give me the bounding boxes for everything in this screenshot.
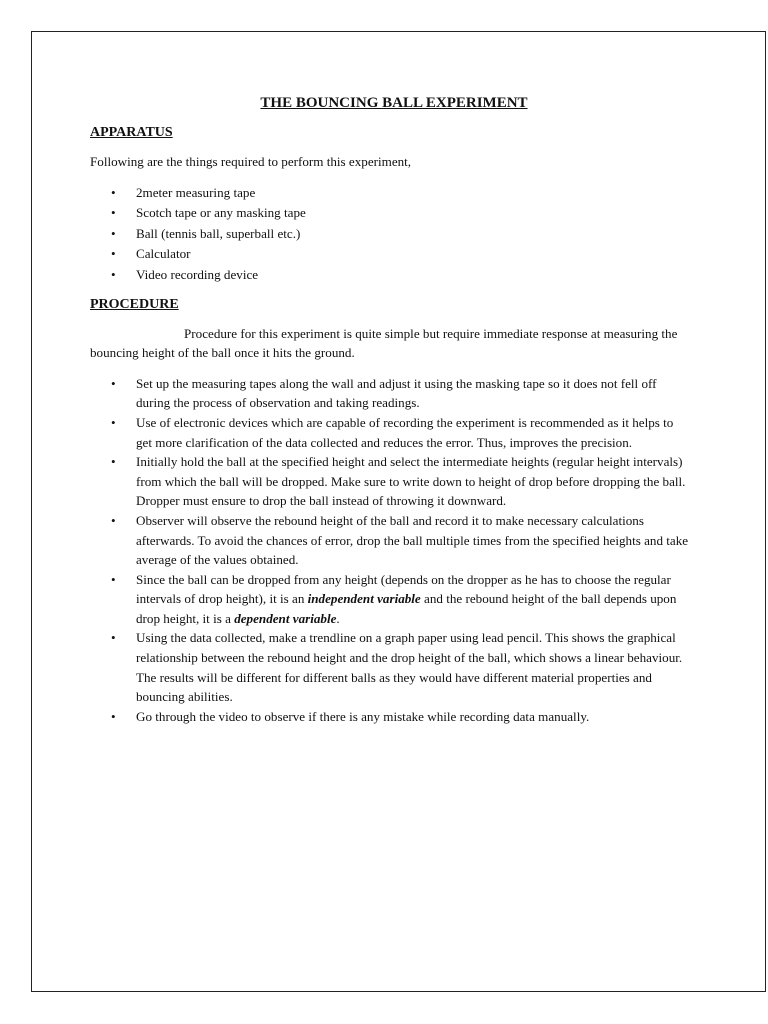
bullet-icon: • xyxy=(111,375,116,391)
procedure-list xyxy=(90,374,690,727)
procedure-intro: Procedure for this experiment is quite simple but require immediate response at measuring the bouncing height of the ball once it hits the ground. xyxy=(90,325,678,361)
apparatus-list xyxy=(90,183,690,286)
list-item: • Ball (tennis ball, superball etc.) xyxy=(90,224,690,245)
bullet-icon: • xyxy=(111,246,116,262)
apparatus-heading: APPARATUS xyxy=(90,125,173,140)
apparatus-intro: Following are the things required to perform this experiment, xyxy=(90,154,412,169)
bullet-icon: • xyxy=(111,512,116,528)
list-item: • Video recording device xyxy=(90,265,690,286)
list-item: • Using the data collected, make a trendline on a graph paper using lead pencil. This shows the graphical relationship between the rebound height and the drop height of the ball, which shows a linear behaviour. The results will be different for different balls as they would have different material properties and bouncing abilities. xyxy=(111,630,683,705)
list-item: • Since the ball can be dropped from any height (depends on the dropper as he has to choose the regular intervals of drop height), it is an independent variable and the rebound height of the ball depends upon drop height, it is a dependent variable. xyxy=(111,571,677,626)
list-item: • Calculator xyxy=(90,244,690,265)
document-content xyxy=(90,93,690,726)
list-item: • Go through the video to observe if there is any mistake while recording data manually. xyxy=(90,707,690,727)
bullet-icon: • xyxy=(111,454,116,470)
bullet-icon: • xyxy=(111,184,116,200)
list-item: • Observer will observe the rebound height of the ball and record it to make necessary calculations afterwards. To avoid the chances of error, drop the ball multiple times from the specified heights and take average of the values obtained. xyxy=(111,512,689,568)
list-item: • Initially hold the ball at the specified height and select the intermediate heights (regular height intervals) from which the ball will be dropped. Make sure to write down to height of drop before dropping the ball. Dropper must ensure to drop the ball instead of throwing it downward. xyxy=(111,454,686,509)
procedure-heading: PROCEDURE xyxy=(90,296,179,312)
document-title: THE BOUNCING BALL EXPERIMENT xyxy=(260,95,528,111)
independent-variable-term: independent variable xyxy=(307,591,421,607)
bullet-icon: • xyxy=(111,225,116,241)
list-item: • Use of electronic devices which are capable of recording the experiment is recommended as it helps to get more clarification of the data collected and reduces the error. Thus, improves the precision. xyxy=(111,414,674,450)
bullet-icon: • xyxy=(111,571,116,587)
list-item: • Set up the measuring tapes along the wall and adjust it using the masking tape so it does not fell off during the process of observation and taking readings. xyxy=(111,375,657,411)
bullet-icon: • xyxy=(111,205,116,221)
bullet-icon: • xyxy=(111,414,116,430)
list-item: • Scotch tape or any masking tape xyxy=(90,203,690,224)
bullet-icon: • xyxy=(111,708,116,724)
dependent-variable-term: dependent variable xyxy=(234,610,337,626)
bullet-icon: • xyxy=(111,630,116,646)
list-item: • 2meter measuring tape xyxy=(90,183,690,204)
bullet-icon: • xyxy=(111,266,116,282)
